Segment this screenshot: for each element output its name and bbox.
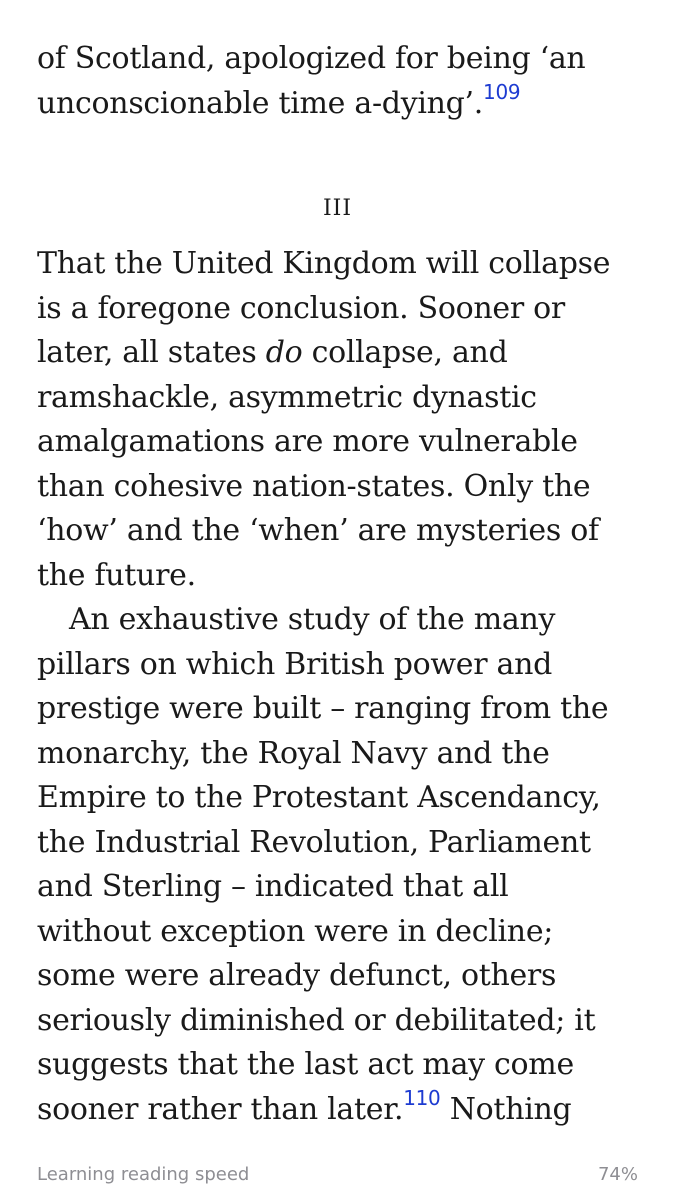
previous-paragraph [37,37,645,126]
text-line: than cohesive nation-states. Only the [37,468,591,504]
section-heading: III [322,196,353,221]
text-line: seriously diminished or debilitated; it [37,1002,596,1038]
reading-progress: 74% [597,1164,638,1185]
text-line: ‘how’ and the ‘when’ are mysteries of [37,513,599,548]
text-line: without exception were in decline; [37,913,554,949]
text-line: the future. [37,557,196,593]
text-line: Empire to the Protestant Ascendancy, [37,780,601,815]
text-line: ramshackle, asymmetric dynastic [37,379,537,415]
reader-footer [37,1164,638,1185]
body-text [37,242,645,1132]
reading-speed-status: Learning reading speed [37,1164,250,1185]
text-line: later, all states do collapse, and [37,335,508,370]
text-line: and Sterling – indicated that all [37,869,509,904]
text-line: some were already defunct, others [37,958,557,993]
text-line: monarchy, the Royal Navy and the [37,735,550,771]
text-line: amalgamations are more vulnerable [37,424,578,459]
text-line: An exhaustive study of the many [69,602,556,637]
text-line: prestige were built – ranging from the [37,691,609,726]
text-line: pillars on which British power and [37,646,552,682]
text-line: That the United Kingdom will collapse [37,246,611,281]
text-line: the Industrial Revolution, Parliament [37,824,591,860]
text-line: of Scotland, apologized for being ‘an [37,41,586,76]
text-line: unconscionable time a-dying’.$^{109}$ [37,79,521,121]
emphasis-do: do [265,335,303,370]
text-line: is a foregone conclusion. Sooner or [37,290,565,326]
text-line: suggests that the last act may come [37,1047,574,1082]
footnote-link-109[interactable]: 109 [483,79,521,104]
text-line: sooner rather than later.$^{110}$ Nothing [37,1085,572,1127]
footnote-link-110[interactable]: 110 [403,1085,441,1110]
